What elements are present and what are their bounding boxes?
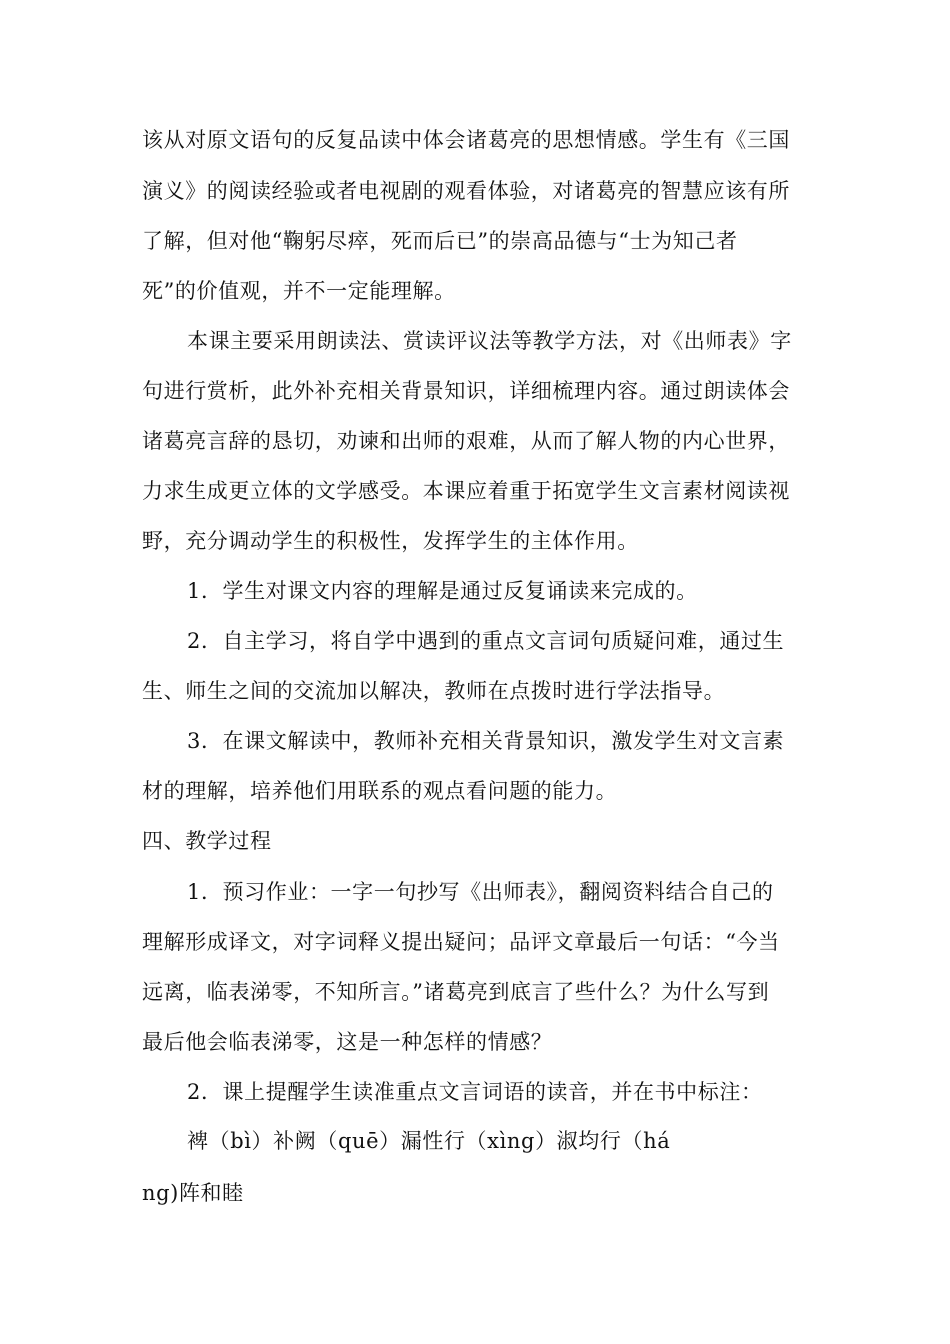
list-item-3: 3．在课文解读中，教师补充相关背景知识，激发学生对文言素 xyxy=(187,729,785,753)
pronunciation-line-1: 裨（bì）补阙（quē）漏性行（xìng）淑均行（há xyxy=(187,1129,671,1153)
text-line-2: 演义》的阅读经验或者电视剧的观看体验，对诸葛亮的智慧应该有所 xyxy=(142,179,790,203)
list-item-2-continuation: 生、师生之间的交流加以解决，教师在点拨时进行学法指导。 xyxy=(142,679,726,703)
list-item-3-continuation: 材的理解，培养他们用联系的观点看问题的能力。 xyxy=(142,779,618,803)
text-line-4: 死”的价值观，并不一定能理解。 xyxy=(142,279,456,303)
step-1-line-3: 远离，临表涕零，不知所言。”诸葛亮到底言了些什么？为什么写到 xyxy=(142,980,770,1004)
text-line-6: 句进行赏析，此外补充相关背景知识，详细梳理内容。通过朗读体会 xyxy=(142,379,790,403)
text-line-8: 力求生成更立体的文学感受。本课应着重于拓宽学生文言素材阅读视 xyxy=(142,479,790,503)
paragraph-start-line-5: 本课主要采用朗读法、赏读评议法等教学方法，对《出师表》字 xyxy=(187,329,792,353)
section-heading: 四、教学过程 xyxy=(142,829,272,853)
step-1-line-1: 1．预习作业：一字一句抄写《出师表》，翻阅资料结合自己的 xyxy=(187,880,774,904)
text-line-3: 了解，但对他“鞠躬尽瘁，死而后已”的崇高品德与“士为知己者 xyxy=(142,229,738,253)
list-item-1: 1．学生对课文内容的理解是通过反复诵读来完成的。 xyxy=(187,579,698,603)
text-line-1: 该从对原文语句的反复品读中体会诸葛亮的思想情感。学生有《三国 xyxy=(142,128,790,152)
text-line-7: 诸葛亮言辞的恳切，劝谏和出师的艰难，从而了解人物的内心世界， xyxy=(142,429,790,453)
pronunciation-line-2: ng)阵和睦 xyxy=(142,1181,244,1205)
text-line-9: 野，充分调动学生的积极性，发挥学生的主体作用。 xyxy=(142,529,639,553)
step-1-line-2: 理解形成译文，对字词释义提出疑问；品评文章最后一句话：“今当 xyxy=(142,930,780,954)
step-1-line-4: 最后他会临表涕零，这是一种怎样的情感？ xyxy=(142,1030,553,1054)
step-2-line-1: 2．课上提醒学生读准重点文言词语的读音，并在书中标注： xyxy=(187,1080,763,1104)
list-item-2: 2．自主学习，将自学中遇到的重点文言词句质疑问难，通过生 xyxy=(187,629,785,653)
